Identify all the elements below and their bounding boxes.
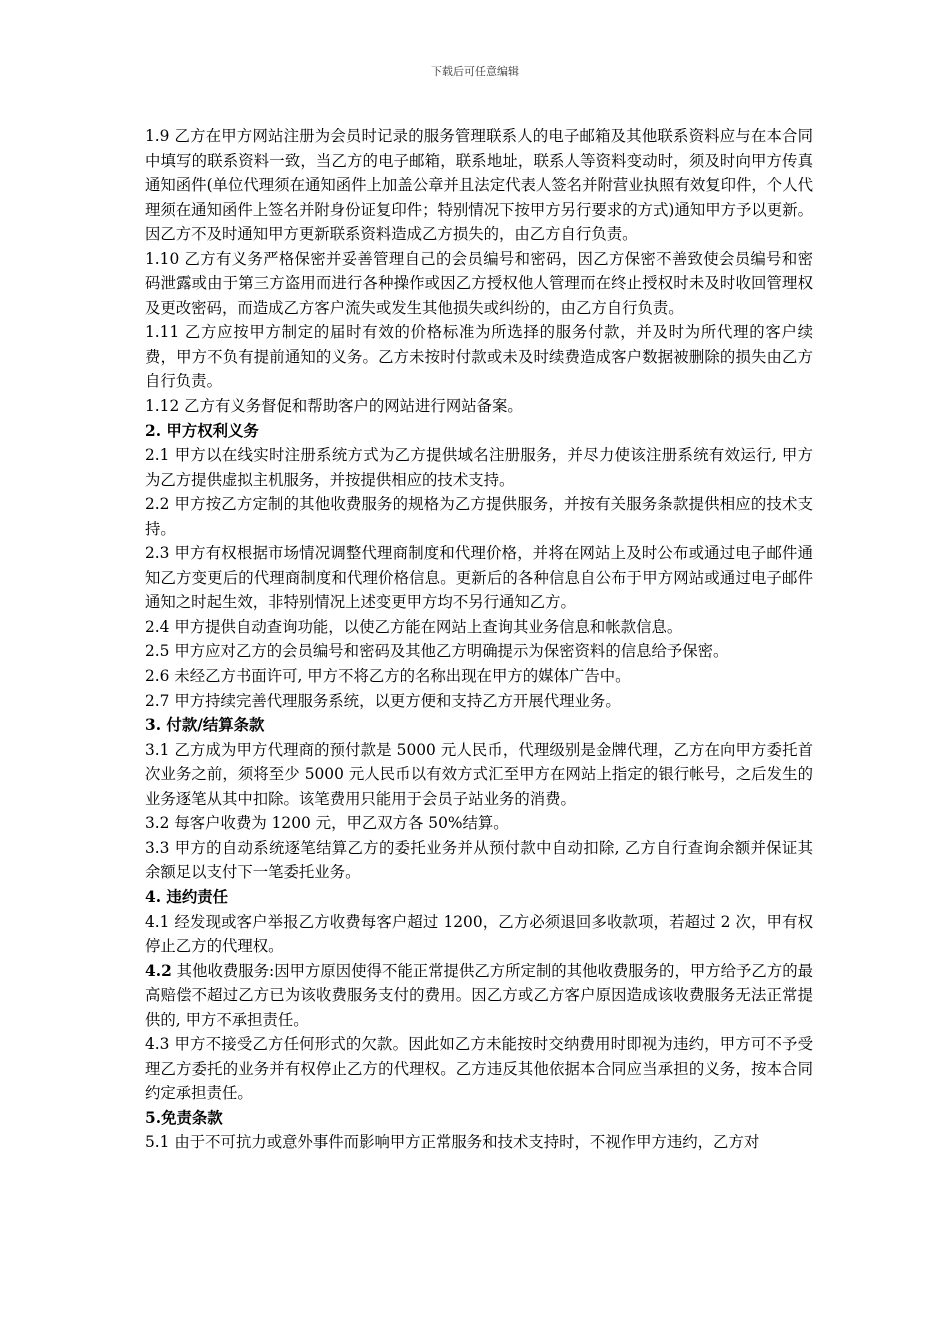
clause-paragraph (145, 689, 813, 714)
clause-text: 未经乙方书面许可, 甲方不将乙方的名称出现在甲方的媒体广告中。 (169, 667, 631, 686)
clause-number: 2.4 (145, 617, 170, 636)
clause-paragraph (145, 959, 813, 1033)
clause-text: 乙方有义务督促和帮助客户的网站进行网站备案。 (179, 397, 523, 416)
clause-text: 乙方在甲方网站注册为会员时记录的服务管理联系人的电子邮箱及其他联系资料应与在本合同中填写的联系资料一致，当乙方的电子邮箱，联系地址，联系人等资料变动时，须及时向甲方传真通知函件(单位代理须在通知函件上加盖公章并且法定代表人签名并附营业执照有效复印件，个人代理须在通知函件上签名并附身份证复印件；特别情况下按甲方另行要求的方式)通知甲方予以更新。因乙方不及时通知甲方更新联系资料造成乙方损失的，由乙方自行负责。 (145, 127, 813, 244)
clause-text: 甲方应对乙方的会员编号和密码及其他乙方明确提示为保密资料的信息给予保密。 (169, 642, 729, 661)
clause-paragraph (145, 664, 813, 689)
clause-text: 乙方有义务严格保密并妥善管理自己的会员编号和密码，因乙方保密不善致使会员编号和密码泄露或由于第三方盗用而进行各种操作或因乙方授权他人管理而在终止授权时未及时收回管理权及更改密码，而造成乙方客户流失或发生其他损失或纠纷的，由乙方自行负责。 (145, 249, 813, 317)
clause-number: 2.1 (145, 446, 170, 465)
clause-text: 甲方的自动系统逐笔结算乙方的委托业务并从预付款中自动扣除, 乙方自行查询余额并保证其余额足以支付下一笔委托业务。 (145, 838, 813, 882)
clause-paragraph (145, 836, 813, 885)
clause-number: 4.3 (145, 1035, 170, 1054)
clause-paragraph (145, 124, 813, 247)
clause-paragraph (145, 320, 813, 394)
clause-number: 1.9 (145, 127, 170, 145)
clause-number: 2.2 (145, 495, 170, 514)
clause-number: 2.7 (145, 691, 170, 710)
clause-number: 3.1 (145, 740, 170, 759)
clause-number: 2.5 (145, 642, 170, 661)
document-body (145, 124, 813, 1155)
clause-paragraph (145, 1130, 813, 1155)
clause-paragraph (145, 541, 813, 615)
section-heading: 2. 甲方权利义务 (145, 421, 259, 440)
clause-paragraph (145, 1032, 813, 1106)
clause-paragraph (145, 247, 813, 321)
clause-number: 1.11 (145, 323, 180, 342)
clause-number: 4.1 (145, 912, 170, 931)
clause-paragraph (145, 443, 813, 492)
clause-text: 每客户收费为 1200 元，甲乙双方各 50%结算。 (169, 814, 509, 833)
clause-text: 甲方有权根据市场情况调整代理商制度和代理价格，并将在网站上及时公布或通过电子邮件通知乙方变更后的代理商制度和代理价格信息。更新后的各种信息自公布于甲方网站或通过电子邮件通知之时起生效，非特别情况上述变更甲方均不另行通知乙方。 (145, 544, 813, 612)
clause-number: 3.2 (145, 814, 170, 833)
clause-text: 甲方按乙方定制的其他收费服务的规格为乙方提供服务，并按有关服务条款提供相应的技术支持。 (145, 495, 813, 538)
clause-text: 由于不可抗力或意外事件而影响甲方正常服务和技术支持时，不视作甲方违约，乙方对 (169, 1133, 760, 1152)
clause-number: 5.1 (145, 1133, 170, 1152)
section-heading: 4. 违约责任 (145, 887, 228, 906)
clause-number: 2.6 (145, 667, 170, 686)
clause-text: 乙方应按甲方制定的届时有效的价格标准为所选择的服务付款，并及时为所代理的客户续费，甲方不负有提前通知的义务。乙方未按时付款或未及时续费造成客户数据被删除的损失由乙方自行负责。 (145, 323, 813, 391)
clause-paragraph (145, 910, 813, 959)
clause-text: 甲方提供自动查询功能，以使乙方能在网站上查询其业务信息和帐款信息。 (169, 617, 683, 636)
clause-number: 1.10 (145, 249, 180, 268)
clause-text: 甲方以在线实时注册系统方式为乙方提供域名注册服务，并尽力使该注册系统有效运行, 甲方为乙方提供虚拟主机服务，并按提供相应的技术支持。 (145, 446, 813, 489)
clause-number: 1.12 (145, 397, 180, 416)
section-heading: 3. 付款/结算条款 (145, 716, 265, 735)
clause-text: 乙方成为甲方代理商的预付款是 5000 元人民币，代理级别是金牌代理，乙方在向甲方委托首次业务之前，须将至少 5000 元人民币以有效方式汇至甲方在网站上指定的银行帐号，之后发生的业务逐笔从其中扣除。该笔费用只能用于会员子站业务的消费。 (145, 740, 813, 808)
clause-number: 3.3 (145, 838, 170, 857)
clause-text: 其他收费服务:因甲方原因使得不能正常提供乙方所定制的其他收费服务的，甲方给予乙方的最高赔偿不超过乙方已为该收费服务支付的费用。因乙方或乙方客户原因造成该收费服务无法正常提供的, 甲方不承担责任。 (145, 961, 813, 1029)
clause-paragraph (145, 738, 813, 812)
clause-paragraph (145, 492, 813, 541)
clause-number: 2.3 (145, 544, 170, 563)
clause-text: 甲方持续完善代理服务系统，以更方便和支持乙方开展代理业务。 (169, 691, 621, 710)
clause-paragraph (145, 394, 813, 419)
page-header: 下载后可任意编辑 (431, 65, 519, 78)
clause-paragraph (145, 639, 813, 664)
clause-number: 4.2 (145, 961, 172, 980)
clause-paragraph (145, 615, 813, 640)
section-heading: 5.免责条款 (145, 1108, 223, 1127)
clause-text: 甲方不接受乙方任何形式的欠款。因此如乙方未能按时交纳费用时即视为违约，甲方可不予受理乙方委托的业务并有权停止乙方的代理权。乙方违反其他依据本合同应当承担的义务，按本合同约定承担责任。 (145, 1035, 813, 1103)
clause-text: 经发现或客户举报乙方收费每客户超过 1200，乙方必须退回多收款项，若超过 2 次，甲有权停止乙方的代理权。 (145, 912, 813, 956)
clause-paragraph (145, 811, 813, 836)
